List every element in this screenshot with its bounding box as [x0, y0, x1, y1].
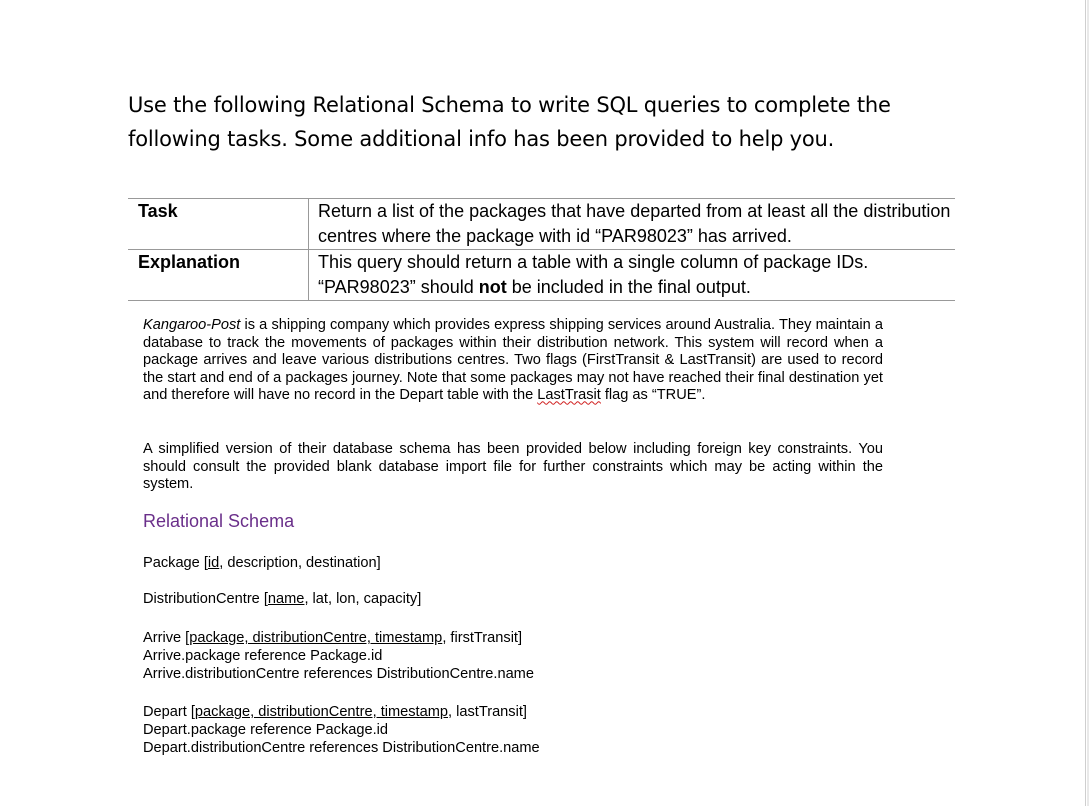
- arrive-attrs: , firstTransit]: [442, 630, 523, 646]
- intro-paragraph: [143, 317, 883, 405]
- explanation-line2-b: be included in the final output.: [506, 277, 751, 297]
- centre-name: DistributionCentre [: [143, 591, 268, 607]
- explanation-text: [309, 250, 956, 301]
- package-key: id: [207, 555, 220, 571]
- depart-name: Depart [: [143, 704, 195, 720]
- intro-text: is a shipping company which provides express shipping services around Australia. They maintain a database to track the movements of packages within their distribution network. This system will record when a package arrives and leave various distributions centres. Two flags (FirstTransit & LastTransit) are used to record the start and end of a packages journey. Note that some packages may not have reached their final destination yet and therefore will have no record in the Depart table with the: [143, 317, 883, 404]
- page-heading: Use the following Relational Schema to write SQL queries to complete the following tasks. Some additional info has been provided to help you.: [128, 93, 891, 151]
- arrive-header: [143, 629, 534, 647]
- explanation-label: Explanation: [128, 250, 309, 301]
- centre-attrs: , lat, lon, capacity]: [304, 591, 422, 607]
- schema-note-paragraph: A simplified version of their database schema has been provided below including foreign key constraints. You should consult the provided blank database import file for further constraints which may be acting within the system.: [143, 441, 883, 493]
- intro-end: flag as “TRUE”.: [600, 387, 706, 404]
- explanation-row: [128, 250, 955, 301]
- package-relation: [143, 554, 381, 572]
- depart-fk-centre: Depart.distributionCentre references DistributionCentre.name: [143, 740, 540, 756]
- explanation-line1: This query should return a table with a single column of package IDs.: [318, 252, 869, 272]
- depart-fk-package: Depart.package reference Package.id: [143, 722, 389, 738]
- centre-relation: [143, 590, 421, 608]
- depart-key: package, distributionCentre, timestamp: [194, 704, 449, 720]
- arrive-fk-package: Arrive.package reference Package.id: [143, 648, 383, 664]
- task-label: Task: [128, 199, 309, 250]
- depart-relation: [143, 703, 540, 757]
- misspelled-flag: LastTrasit: [537, 387, 601, 404]
- task-row: [128, 199, 955, 250]
- explanation-line2-a: “PAR98023” should: [318, 277, 479, 297]
- package-name: Package [: [143, 555, 208, 571]
- arrive-fk-centre: Arrive.distributionCentre references DistributionCentre.name: [143, 666, 534, 682]
- centre-key: name: [267, 591, 305, 607]
- explanation-not: not: [478, 277, 507, 297]
- arrive-relation: [143, 629, 534, 683]
- task-table: [128, 198, 955, 301]
- depart-header: [143, 703, 540, 721]
- package-attrs: , description, destination]: [219, 555, 381, 571]
- depart-attrs: , lastTransit]: [448, 704, 527, 720]
- arrive-key: package, distributionCentre, timestamp: [189, 630, 443, 646]
- page-edge: [1085, 0, 1086, 806]
- company-name: Kangaroo-Post: [143, 317, 241, 333]
- schema-title: Relational Schema: [143, 511, 295, 531]
- task-text: Return a list of the packages that have departed from at least all the distribution centres where the package with id “PAR98023” has arrived.: [318, 201, 951, 246]
- arrive-name: Arrive [: [143, 630, 190, 646]
